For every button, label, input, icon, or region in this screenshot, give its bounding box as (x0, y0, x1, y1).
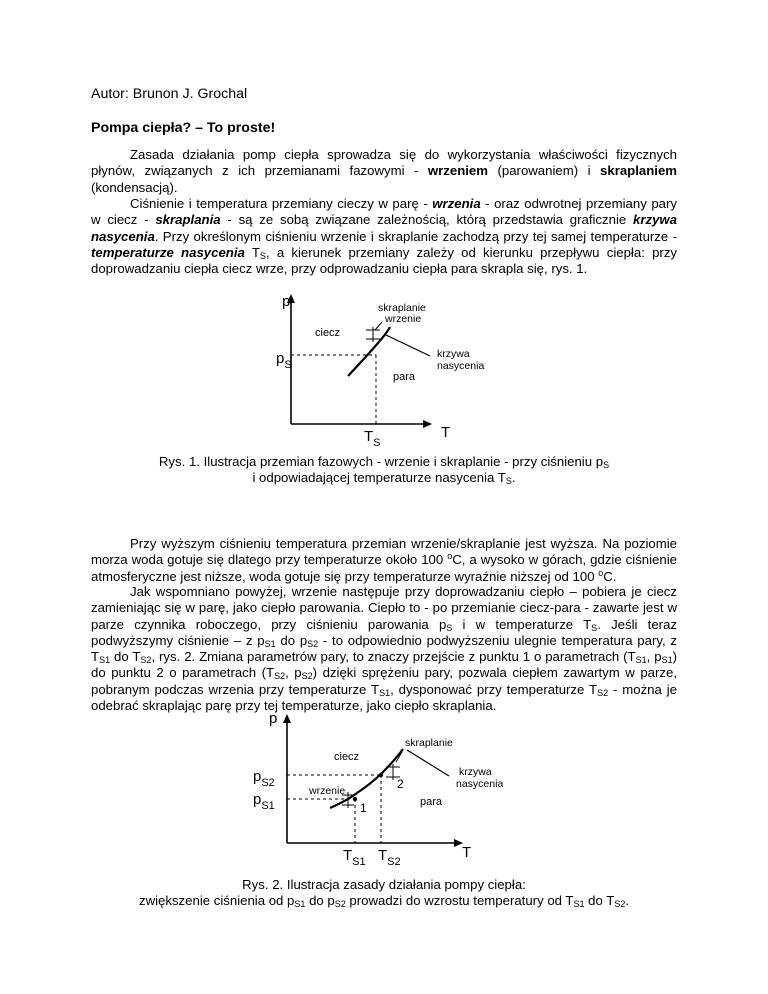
figure-2-caption: Rys. 2. Ilustracja zasady działania pompy ciepła: zwiększenie ciśnienia od $p_{S1}$ do $p_{S2}$ prowadzi do wzrostu temperatury od $T_{S1}$ do $T_{S2}$. (138, 877, 630, 909)
fig2-point-2-marker (379, 773, 383, 777)
fig1-label-para: para (393, 371, 416, 383)
fig1-label-ts: $T_S$ (364, 428, 381, 449)
figure-1-caption: Rys. 1. Ilustracja przemian fazowych - wrzenie i skraplanie - przy ciśnieniu $p_S$ i odpowiadającej temperaturze nasycenia $T_S$. (158, 454, 610, 486)
fig1-label-nasycenia: nasycenia (437, 360, 485, 372)
fig2-label-ts2: $T_{S2}$ (378, 847, 401, 868)
paragraph-4: Jak wspomniano powyżej, wrzenie następuje przy doprowadzaniu ciepło – pobiera je ciecz zamieniając się w parę, jako ciepło parowania. Ciepło to - po przemianie ciecz-para - zawarte jest w parze czynnika roboczego, przy ciśnieniu parowania $p_S$ i w temperaturze $T_S$. Jeśli teraz podwyższymy ciśnienie – z $p_{S1}$ do $p_{S2}$ - to odpowiednio podwyższeniu ulegnie temperatura pary, z $T_{S1}$ do $T_{S2}$, rys. 2. Zmiana parametrów pary, to znaczy przejście z punktu 1 o parametrach ($T_{S1}$, $p_{S1}$) do punktu 2 o parametrach ($T_{S2}$, $p_{S2}$) dzięki sprężeniu pary, pozwala ciepłem zawartym w parze, pobranym podczas wrzenia przy temperaturze $T_{S1}$, dysponować przy temperaturze $T_{S2}$ - można je odebrać skraplając parę przy tej temperaturze, jako ciepło skraplania. (91, 584, 678, 714)
fig2-label-ts1: $T_{S1}$ (343, 847, 366, 868)
author-line: Autor: Brunon J. Grochal (91, 86, 248, 102)
paragraph-1: Zasada działania pomp ciepła sprowadza się do wykorzystania właściwości fizycznych płynów, związanych z ich przemianami fazowymi - wrzeniem (parowaniem) i skraplaniem (kondensacją). (91, 147, 677, 195)
fig2-label-wrzenie: wrzenie (309, 785, 346, 797)
fig1-label-t: T (441, 424, 451, 441)
paragraph-2: Ciśnienie i temperatura przemiany cieczy w parę - wrzenia - oraz odwrotnej przemiany pary w ciecz - skraplania - są ze sobą związane zależnością, którą przedstawia graficznie krzywa nasycenia. Przy określonym ciśnieniu wrzenie i skraplanie zachodzą przy tej samej temperaturze - temperaturze nasycenia $T_S$, a kierunek przemiany zależy od kierunku przepływu ciepła: przy doprowadzaniu ciepła ciecz wrze, przy odprowadzaniu ciepła para skrapla się, rys. 1. (91, 196, 678, 277)
fig2-label-t: T (462, 844, 472, 861)
fig2-label-para: para (420, 796, 443, 808)
fig2-label-nasycenia: nasycenia (456, 778, 504, 790)
fig2-curve-pointer (407, 750, 449, 776)
fig1-label-wrzenie: wrzenie (385, 313, 422, 325)
fig1-label-p: p (282, 293, 291, 310)
fig2-label-ps2: $p_{S2}$ (253, 768, 275, 789)
fig2-point-1-marker (353, 797, 357, 801)
article-title: Pompa ciepła? – To proste! (91, 120, 276, 136)
fig2-label-point-2: 2 (397, 777, 404, 791)
fig1-label-skraplanie: skraplanie (378, 302, 426, 314)
paragraph-3: Przy wyższym ciśnieniu temperatura przemian wrzenie/skraplanie jest wyższa. Na poziomie morza woda gotuje się dlatego przy temperaturze około 100 $^o$C, a wysoko w górach, gdzie ciśnienie atmosferyczne jest niższe, woda gotuje się przy temperaturze wyraźnie niższej od 100 $^o$C. (91, 536, 677, 584)
fig2-y-arrow (283, 714, 291, 723)
fig2-label-p: p (269, 710, 278, 727)
fig1-label-krzywa: krzywa (437, 348, 470, 360)
fig2-label-point-1: 1 (360, 801, 367, 815)
fig2-label-ps1: $p_{S1}$ (253, 791, 275, 812)
fig1-label-ps: $p_S$ (276, 350, 292, 371)
fig2-label-ciecz: ciecz (334, 751, 360, 763)
fig2-label-krzywa: krzywa (459, 766, 492, 778)
fig1-label-ciecz: ciecz (315, 327, 341, 339)
fig2-label-skraplanie: skraplanie (405, 737, 453, 749)
